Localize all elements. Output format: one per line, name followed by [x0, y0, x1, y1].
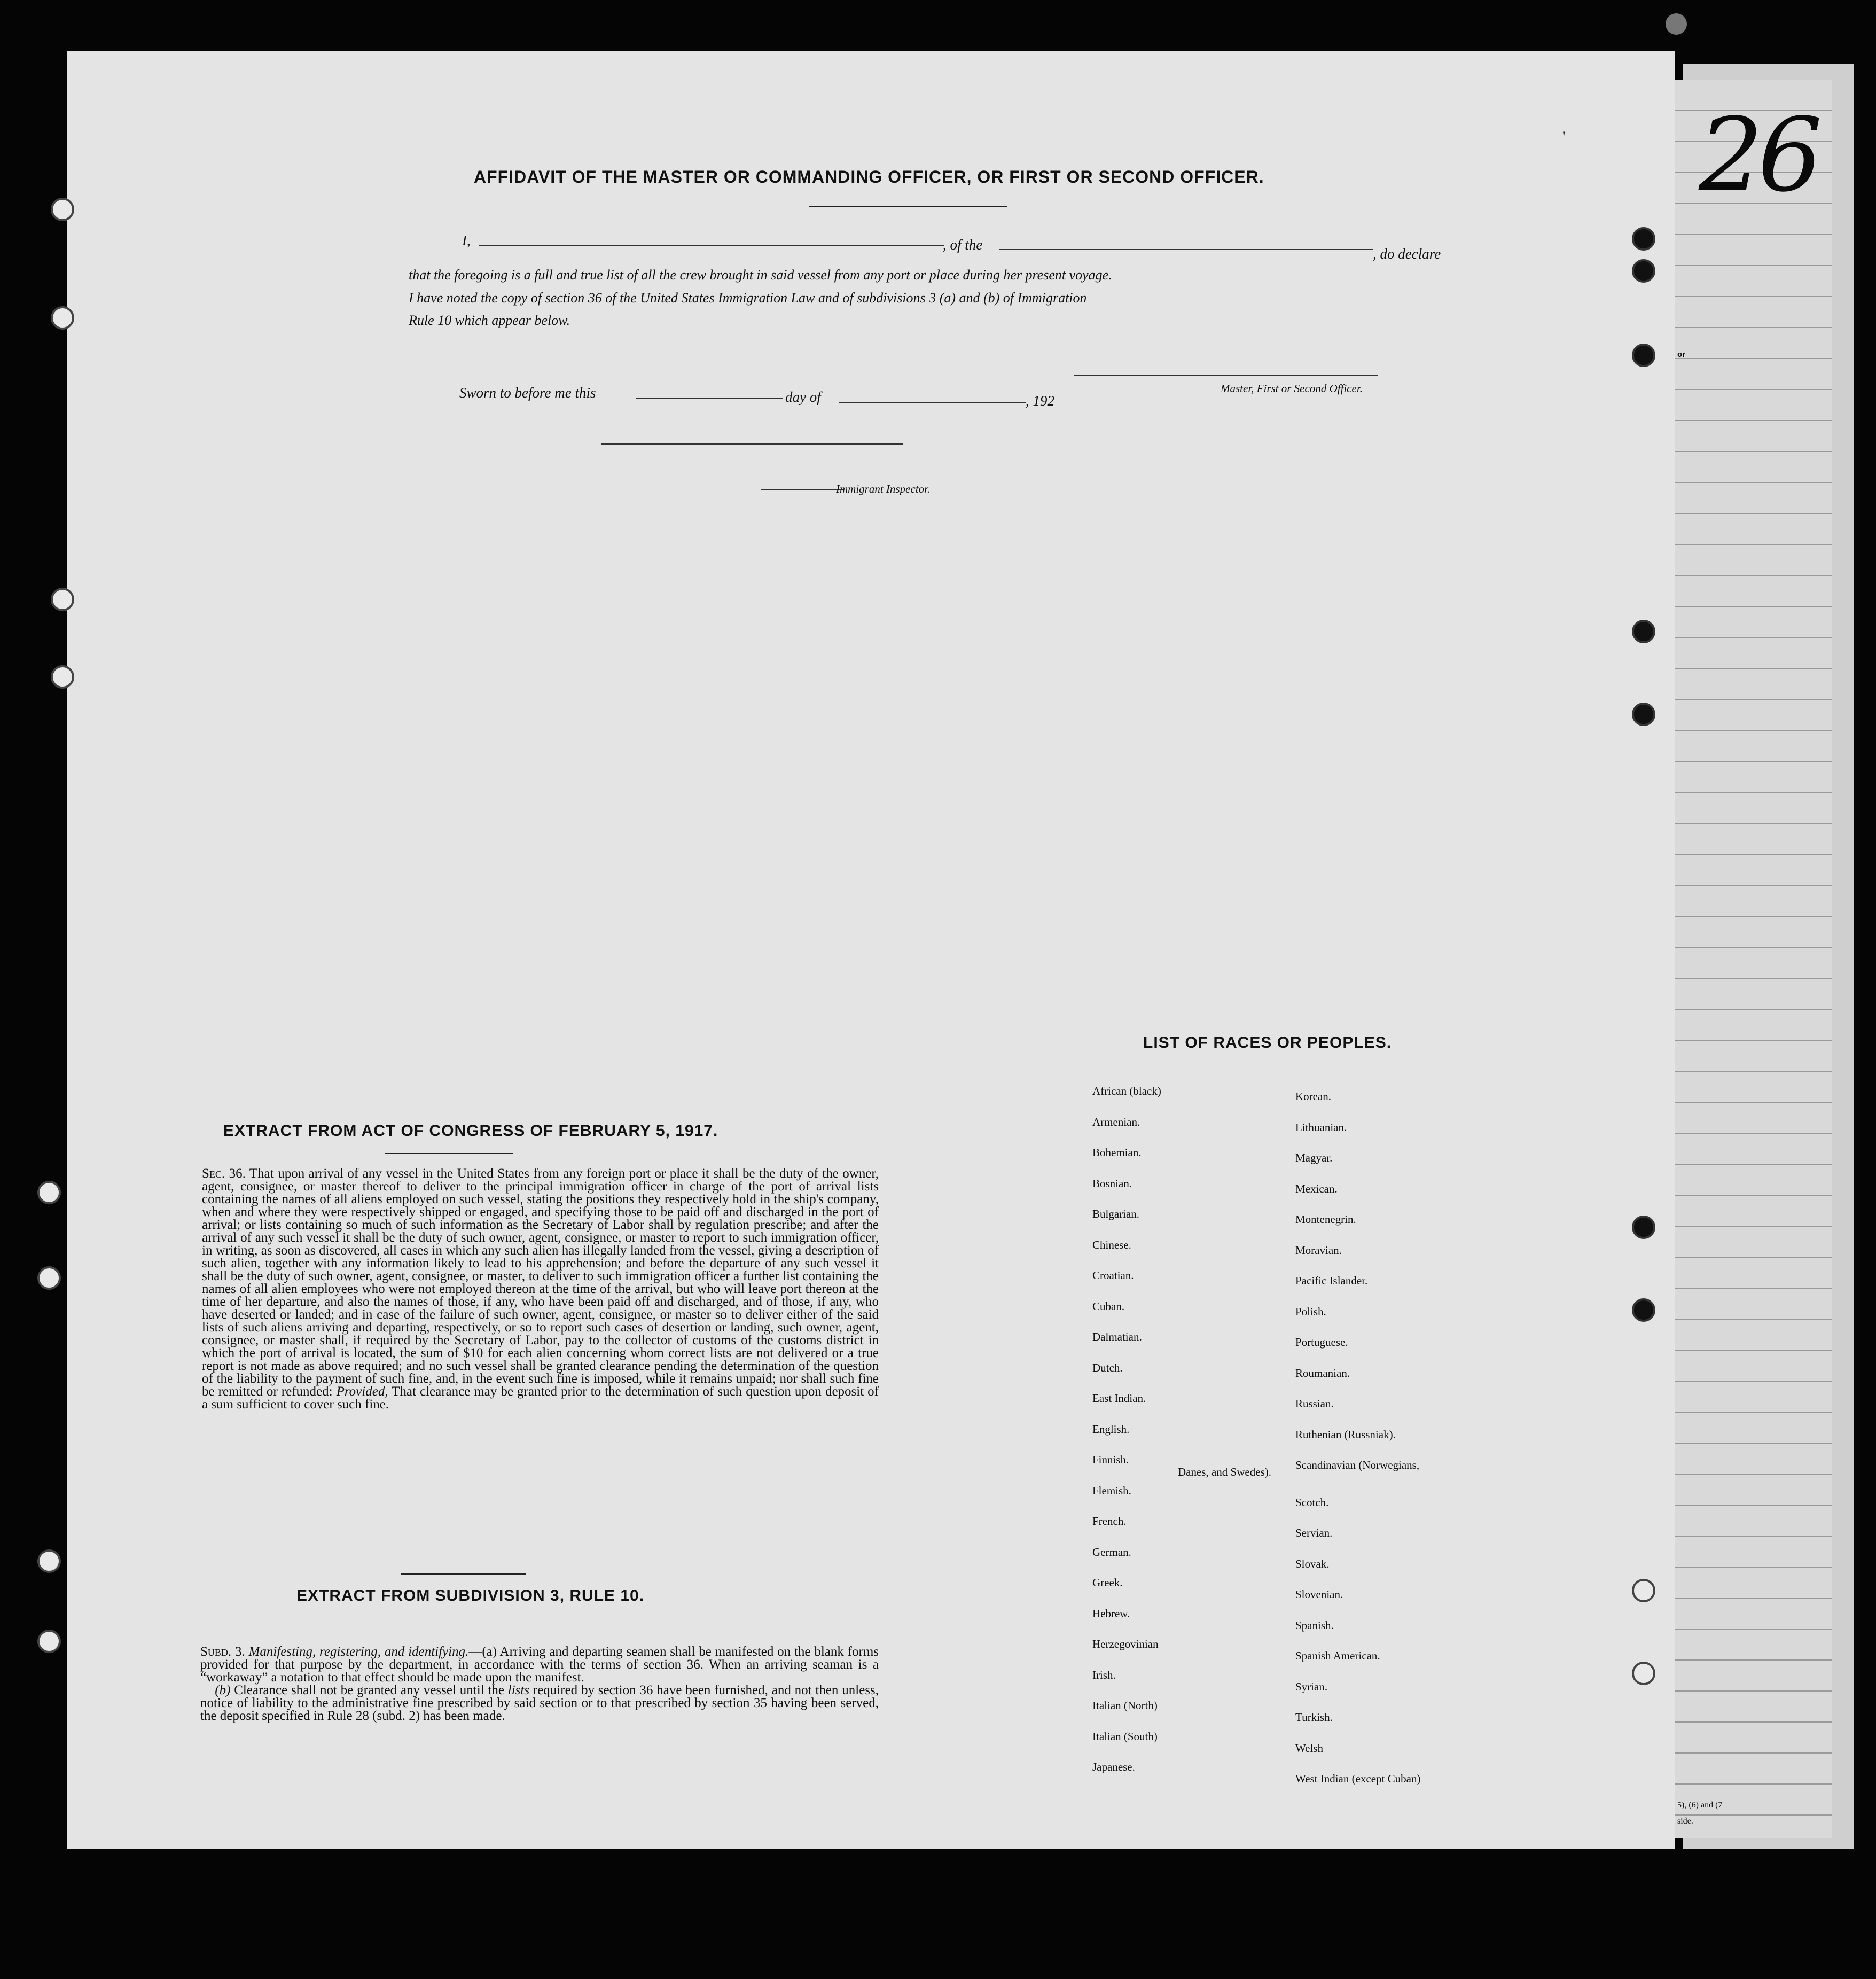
- month-blank: [839, 402, 1026, 403]
- side-text-or: or: [1677, 350, 1685, 359]
- punch-hole: [51, 198, 74, 221]
- tick-mark: ': [1562, 128, 1566, 146]
- affidavit-of-the: , of the: [943, 237, 983, 253]
- punch-hole: [1632, 1662, 1655, 1685]
- punch-hole: [37, 1266, 61, 1290]
- race-item: Portuguese.: [1295, 1336, 1348, 1349]
- corner-dot: [1666, 13, 1687, 35]
- subd-text-a: —(a) Arriving and departing seamen shall be manifested on the blank forms provided for that purpose by the department, in accordance with the terms of section 36. When an arriving seaman is a “workaway” a notation to that effect should be made upon the manifest.: [200, 1645, 879, 1685]
- race-item: Armenian.: [1092, 1115, 1140, 1128]
- race-item: Japanese.: [1092, 1760, 1135, 1773]
- punch-hole: [1632, 703, 1655, 726]
- affidavit-line-2: that the foregoing is a full and true list of all the crew brought in said vessel from any port or place during her present voyage.: [409, 267, 1112, 283]
- race-item: Korean.: [1295, 1090, 1332, 1103]
- rule-extract-title: EXTRACT FROM SUBDIVISION 3, RULE 10.: [296, 1587, 645, 1604]
- punch-hole: [1632, 259, 1655, 283]
- race-item: East Indian.: [1092, 1392, 1146, 1405]
- rule-divider: [401, 1573, 526, 1575]
- affidavit-line-i: I,: [462, 232, 471, 248]
- race-item: Scotch.: [1295, 1495, 1329, 1509]
- punch-hole: [1632, 1579, 1655, 1602]
- punch-hole: [37, 1630, 61, 1653]
- race-item: Moravian.: [1295, 1243, 1342, 1257]
- race-item: West Indian (except Cuban): [1295, 1772, 1421, 1785]
- punch-hole: [1632, 227, 1655, 251]
- race-item: Croatian.: [1092, 1269, 1134, 1282]
- subd-text-b1: Clearance shall not be granted any vessel until the: [234, 1683, 504, 1697]
- race-item: Pacific Islander.: [1295, 1274, 1368, 1287]
- punch-hole: [51, 588, 74, 611]
- vessel-blank: [999, 249, 1373, 250]
- affidavit-line-3: I have noted the copy of section 36 of the United States Immigration Law and of subdivisions 3 (a) and (b) of Immigration: [409, 290, 1087, 306]
- race-item: Greek.: [1092, 1576, 1123, 1589]
- subdivision-text: [200, 1646, 879, 1723]
- punch-hole: [1632, 344, 1655, 367]
- race-item: Bohemian.: [1092, 1146, 1142, 1159]
- race-item: Magyar.: [1295, 1151, 1333, 1164]
- side-text-sections: 5), (6) and (7: [1677, 1801, 1723, 1810]
- act-title-rule: [385, 1153, 513, 1154]
- race-item: Herzegovinian: [1092, 1638, 1159, 1650]
- race-item: English.: [1092, 1422, 1130, 1436]
- race-item: Servian.: [1295, 1526, 1333, 1539]
- section-label: Sec. 36.: [202, 1166, 246, 1181]
- section-end: That clearance may be granted prior to the determination of such question upon deposit of a sum sufficient to cover such fine.: [202, 1384, 879, 1412]
- provided-word: Provided,: [336, 1384, 388, 1399]
- race-item: Spanish.: [1295, 1618, 1334, 1632]
- punch-hole: [1632, 1216, 1655, 1239]
- side-text-side: side.: [1677, 1817, 1693, 1826]
- race-item: Mexican.: [1295, 1182, 1338, 1195]
- race-item: Bulgarian.: [1092, 1207, 1140, 1220]
- race-item: Welsh: [1295, 1741, 1323, 1755]
- name-blank: [479, 245, 944, 246]
- inspector-short-line: [761, 489, 844, 490]
- race-item-cont: Danes, and Swedes).: [1178, 1466, 1271, 1478]
- race-item: Hebrew.: [1092, 1607, 1130, 1620]
- race-item: Syrian.: [1295, 1680, 1328, 1693]
- b-label: (b): [215, 1683, 231, 1697]
- race-item: Russian.: [1295, 1397, 1334, 1410]
- punch-hole: [1632, 1298, 1655, 1322]
- year-label: , 192: [1026, 393, 1054, 409]
- race-item: Scandinavian (Norwegians,: [1295, 1459, 1420, 1471]
- race-item: Slovak.: [1295, 1557, 1330, 1570]
- punch-hole: [51, 306, 74, 330]
- affidavit-declare: , do declare: [1373, 246, 1441, 262]
- act-extract-title: EXTRACT FROM ACT OF CONGRESS OF FEBRUARY 5, 1917.: [223, 1122, 718, 1140]
- punch-hole: [37, 1549, 61, 1573]
- race-item: Montenegrin.: [1295, 1213, 1356, 1226]
- subd-text-b2: required by section 36 have been furnished, and not then unless, notice of liability to the administrative fine prescribed by said section or to that prescribed by section 35 having been served, the deposit specified in Rule 28 (subd. 2) has been made.: [200, 1683, 879, 1723]
- inspector-label: Immigrant Inspector.: [836, 482, 931, 495]
- races-title: LIST OF RACES OR PEOPLES.: [1143, 1034, 1392, 1051]
- race-item: Italian (South): [1092, 1729, 1158, 1743]
- title-rule: [809, 206, 1007, 207]
- document-page: [67, 51, 1675, 1849]
- affidavit-line-4: Rule 10 which appear below.: [409, 313, 570, 328]
- section-body: That upon arrival of any vessel in the United States from any foreign port or place it shall be the duty of the owner, agent, consignee, or master thereof to deliver to the principal immigration officer in charge of the port of arrival lists containing the names of all aliens employed on such vessel, stating the positions they respectively hold in the ship's company, when and where they were respectively shipped or engaged, and specifying those to be paid off and discharged in the port of arrival; or lists containing so much of such information as the Secretary of Labor shall by regulation prescribe; and after the arrival of any such vessel it shall be the duty of such owner, agent, consignee, or master to report to such immigration officer, in writing, as soon as discovered, all cases in which any such alien has illegally landed from the vessel, giving a description of such alien, together with any information likely to lead to his apprehension; and before the departure of any such vessel it shall be the duty of such owner, agent, consignee, or master, to deliver to such immigration officer a further list containing the names of all alien employees who were not employed thereon at the time of the arrival, but who will leave port thereon at the time of her departure, and also the names of those, if any, who have been paid off and discharged, and of those, if any, who have deserted or landed; and in case of the failure of such owner, agent, consignee, or master so to deliver either of the said lists of such aliens arriving and departing, respectively, or so to report such cases of desertion or landing, such owner, agent, consignee, or master shall, if required by the Secretary of Labor, pay to the collector of customs of the customs district in which the port of arrival is located, the sum of $10 for each alien concerning whom correct lists are not delivered or a true report is not made as above required; and no such vessel shall be granted clearance pending the determination of the question of the liability to the payment of such fine, and, in the event such fine is imposed, while it remains unpaid; nor shall such fine be remitted or refunded:: [202, 1166, 879, 1399]
- punch-hole: [51, 665, 74, 689]
- race-item: Bosnian.: [1092, 1177, 1132, 1190]
- inspector-signature-line: [601, 443, 903, 445]
- punch-hole: [1632, 620, 1655, 643]
- master-label: Master, First or Second Officer.: [1221, 382, 1363, 395]
- race-item: Dalmatian.: [1092, 1330, 1142, 1343]
- master-signature-line: [1074, 375, 1378, 376]
- sworn-label: Sworn to before me this: [459, 385, 596, 401]
- race-item: Italian (North): [1092, 1699, 1158, 1712]
- affidavit-title: AFFIDAVIT OF THE MASTER OR COMMANDING OFFICER, OR FIRST OR SECOND OFFICER.: [474, 167, 1264, 186]
- section-36-text: [202, 1167, 879, 1411]
- punch-hole: [37, 1181, 61, 1204]
- race-item: Cuban.: [1092, 1299, 1125, 1313]
- race-item: Flemish.: [1092, 1484, 1131, 1497]
- day-of-label: day of: [785, 389, 821, 405]
- race-item: Ruthenian (Russniak).: [1295, 1428, 1396, 1441]
- race-item: Polish.: [1295, 1305, 1326, 1318]
- sworn-day-blank: [636, 398, 783, 399]
- subd-heading: Manifesting, registering, and identifying.: [248, 1645, 469, 1659]
- page-number: 26: [1699, 96, 1817, 214]
- race-item: African (black): [1092, 1085, 1161, 1097]
- race-item: Slovenian.: [1295, 1588, 1343, 1601]
- race-item: Dutch.: [1092, 1361, 1123, 1374]
- race-item: German.: [1092, 1545, 1131, 1559]
- race-item: French.: [1092, 1515, 1127, 1528]
- race-item: Irish.: [1092, 1668, 1116, 1681]
- lists-word: lists: [507, 1683, 530, 1697]
- race-item: Chinese.: [1092, 1238, 1131, 1251]
- race-item: Turkish.: [1295, 1711, 1333, 1724]
- race-item: Lithuanian.: [1295, 1120, 1347, 1134]
- race-item: Finnish.: [1092, 1453, 1129, 1466]
- race-item: Spanish American.: [1295, 1649, 1380, 1662]
- subd-label: Subd. 3.: [200, 1645, 245, 1659]
- race-item: Roumanian.: [1295, 1366, 1350, 1380]
